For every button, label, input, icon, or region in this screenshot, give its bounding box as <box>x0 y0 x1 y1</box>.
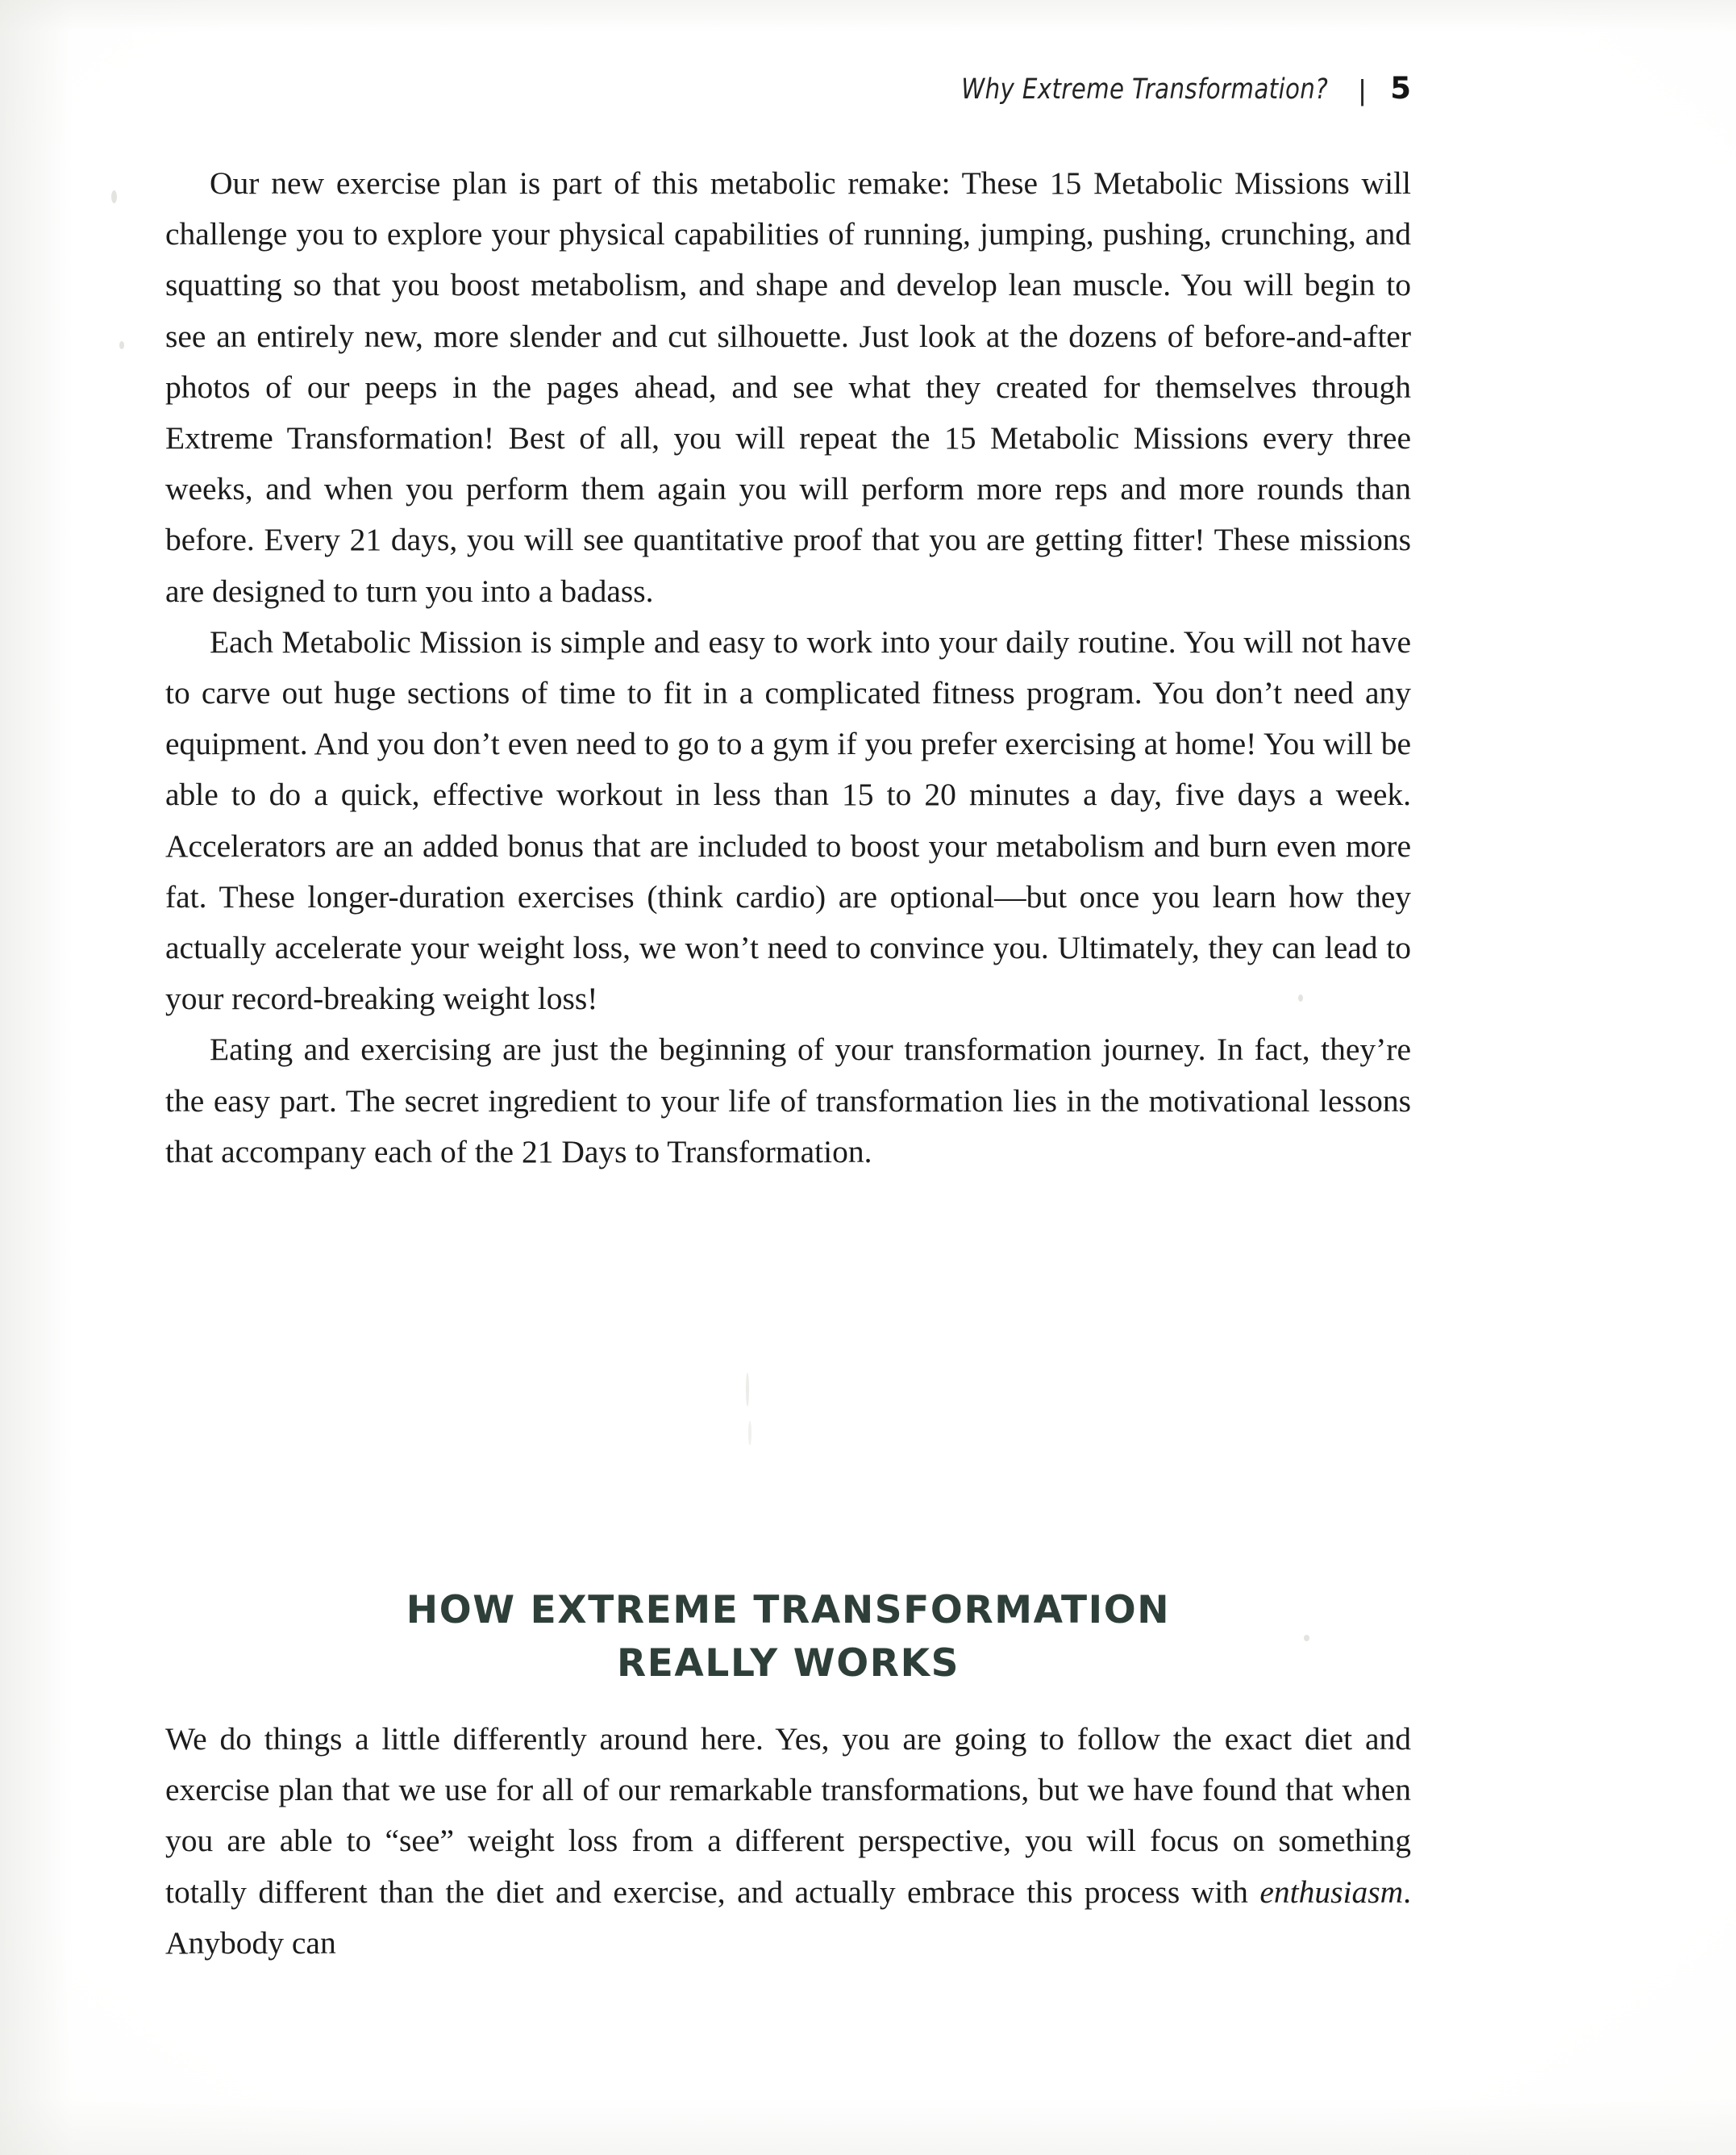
section-heading-line-1: HOW EXTREME TRANSFORMATION <box>406 1588 1171 1632</box>
running-head <box>165 71 1411 106</box>
tail-paragraph <box>165 1714 1411 1969</box>
body-text-block <box>165 158 1411 1178</box>
page-number: 5 <box>1390 71 1411 106</box>
tail-paragraph-part-2: . Anybody can <box>165 1874 1411 1961</box>
tail-paragraph-part-1: We do things a little differently around here. Yes, you are going to follow the exact diet and exercise plan that we use for all of our remarkable transformations, but we have found that when you are able to “see” weight loss from a different perspective, you will focus on something totally different than the diet and exercise, and actually embrace this process with <box>165 1721 1411 1910</box>
tail-paragraph-emphasis: enthusiasm <box>1259 1874 1404 1910</box>
running-head-chapter-title: Why Extreme Transformation? <box>960 73 1328 106</box>
section-heading <box>165 1584 1411 1690</box>
tail-text-block <box>165 1714 1411 1969</box>
body-paragraph-1: Our new exercise plan is part of this metabolic remake: These 15 Metabolic Missions will challenge you to explore your physical capabilities of running, jumping, pushing, crunching, and squatting so that you boost metabolism, and shape and develop lean muscle. You will begin to see an entirely new, more slender and cut silhouette. Just look at the dozens of before-and-after photos of our peeps in the pages ahead, and see what they created for themselves through Extreme Transformation! Best of all, you will repeat the 15 Metabolic Missions every three weeks, and when you perform them again you will perform more reps and more rounds than before. Every 21 days, you will see quantitative proof that you are getting fitter! These missions are designed to turn you into a badass. <box>165 165 1411 609</box>
body-paragraph-3: Eating and exercising are just the beginning of your transformation journey. In fact, they’re the easy part. The secret ingredient to your life of transformation lies in the motivational lessons that accompany each of the 21 Days to Transformation. <box>165 1032 1411 1169</box>
running-head-separator: | <box>1358 73 1367 106</box>
section-heading-line-2: REALLY WORKS <box>616 1641 960 1686</box>
body-paragraph-2: Each Metabolic Mission is simple and easy to work into your daily routine. You will not have to carve out huge sections of time to fit in a complicated fitness program. You don’t need any equipment. And you don’t even need to go to a gym if you prefer exercising at home! You will be able to do a quick, effective workout in less than 15 to 20 minutes a day, five days a week. Accelerators are an added bonus that are included to boost your metabolism and burn even more fat. These longer-duration exercises (think cardio) are optional—but once you learn how they actually accelerate your weight loss, we won’t need to convince you. Ultimately, they can lead to your record-breaking weight loss! <box>165 623 1411 1017</box>
